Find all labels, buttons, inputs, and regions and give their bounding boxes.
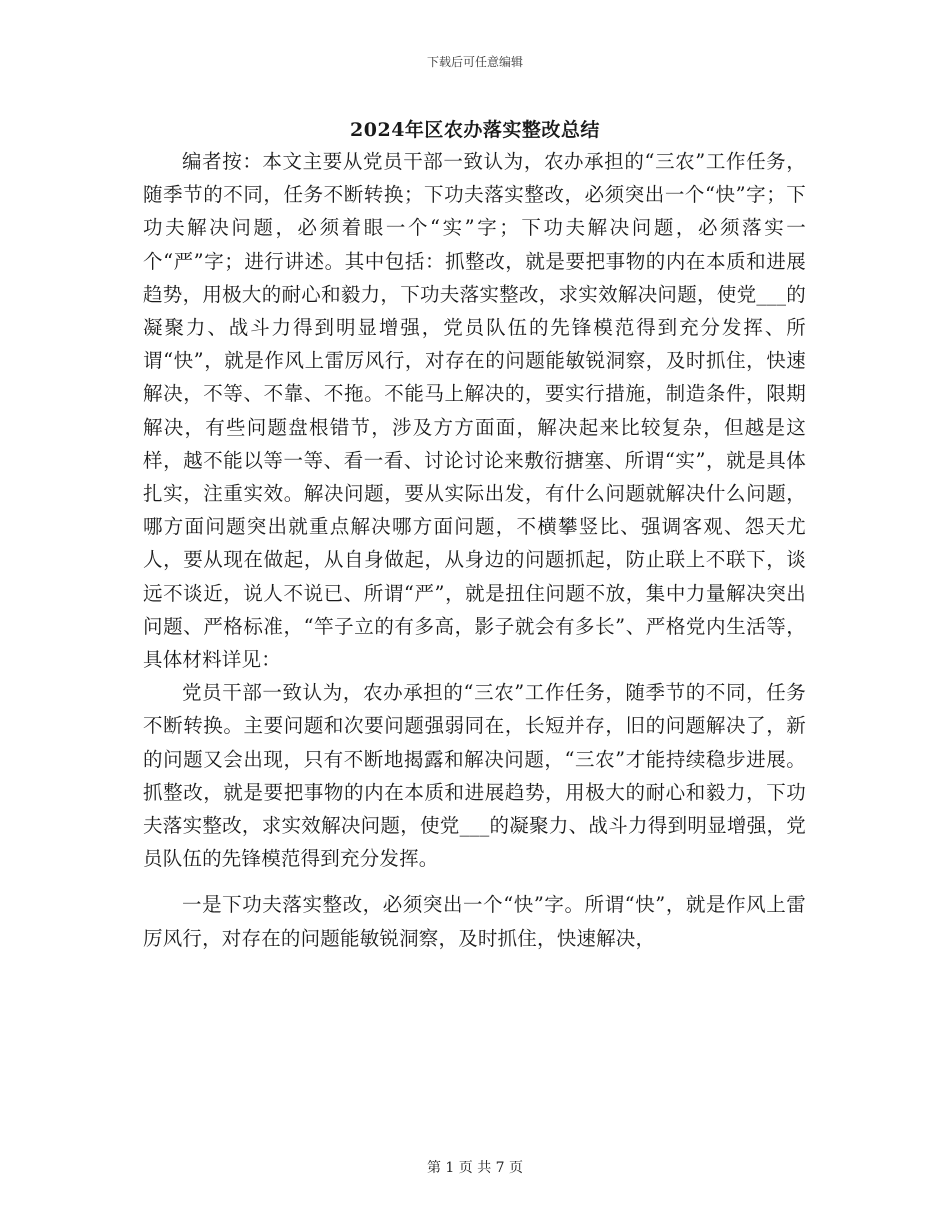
page-number: 第 1 页 共 7 页 [426, 1160, 524, 1176]
paragraph-consensus: 党员干部一致认为，农办承担的“三农”工作任务，随季节的不同，任务不断转换。主要问题和次要问题强弱同在，长短并存，旧的问题解决了，新的问题又会出现，只有不断地揭露和解决问题，“三农”才能持续稳步进展。抓整改，就是要把事物的内在本质和进展趋势，用极大的耐心和毅力，下功夫落实整改，求实效解决问题，使党___的凝聚力、战斗力得到明显增强，党员队伍的先锋模范得到充分发挥。 [143, 681, 806, 871]
document-body [143, 145, 806, 955]
paragraph-point-one: 一是下功夫落实整改，必须突出一个“快”字。所谓“快”，就是作风上雷厉风行，对存在的问题能敏锐洞察，及时抓住，快速解决， [143, 893, 806, 950]
paragraph-editor-note: 编者按：本文主要从党员干部一致认为，农办承担的“三农”工作任务，随季节的不同，任务不断转换；下功夫落实整改，必须突出一个“快”字；下功夫解决问题，必须着眼一个“实”字；下功夫解决问题，必须落实一个“严”字；进行讲述。其中包括：抓整改，就是要把事物的内在本质和进展趋势，用极大的耐心和毅力，下功夫落实整改，求实效解决问题，使党___的凝聚力、战斗力得到明显增强，党员队伍的先锋模范得到充分发挥、所谓“快”，就是作风上雷厉风行，对存在的问题能敏锐洞察，及时抓住，快速解决，不等、不靠、不拖。不能马上解决的，要实行措施，制造条件，限期解决，有些问题盘根错节，涉及方方面面，解决起来比较复杂，但越是这样，越不能以等一等、看一看、讨论讨论来敷衍搪塞、所谓“实”，就是具体扎实，注重实效。解决问题，要从实际出发，有什么问题就解决什么问题，哪方面问题突出就重点解决哪方面问题，不横攀竖比、强调客观、怨天尤人，要从现在做起，从自身做起，从身边的问题抓起，防止联上不联下，谈远不谈近，说人不说已、所谓“严”，就是扭住问题不放，集中力量解决突出问题、严格标准，“竿子立的有多高，影子就会有多长”、严格党内生活等，具体材料详见： [143, 150, 806, 672]
document-title: 2024年区农办落实整改总结 [350, 119, 600, 141]
page-header: 下载后可任意编辑 [426, 55, 523, 69]
